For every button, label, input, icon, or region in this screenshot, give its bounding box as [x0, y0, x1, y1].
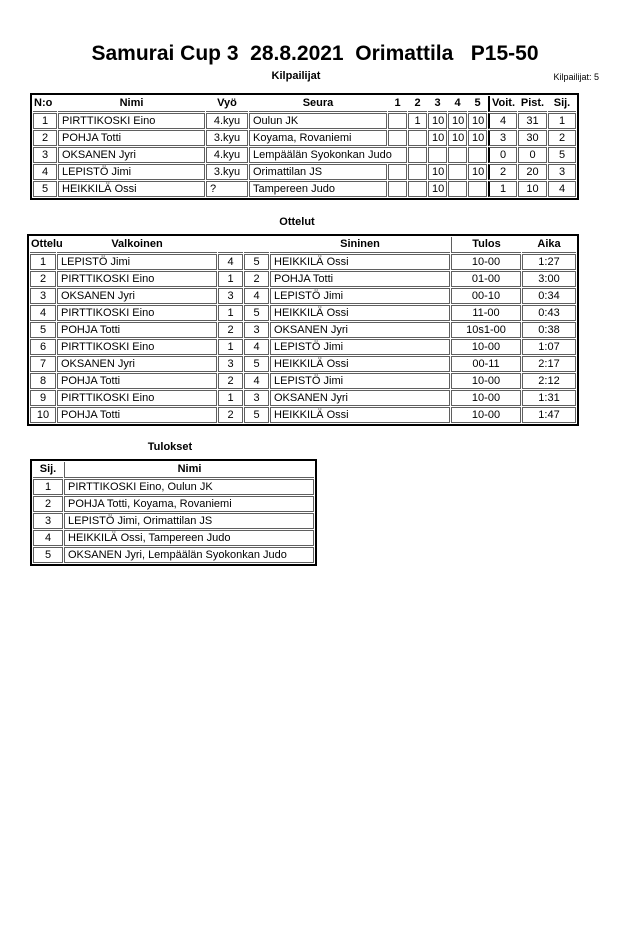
cell-match-no: 5 — [30, 322, 56, 338]
col-header-nimi: Nimi — [58, 96, 205, 112]
cell-match-no: 4 — [30, 305, 56, 321]
tulokset-table — [30, 459, 317, 566]
col-header-sij: Sij. — [548, 96, 576, 112]
cell-voit: 3 — [488, 130, 517, 146]
cell-match-no: 8 — [30, 373, 56, 389]
cell-blue-no: 4 — [244, 288, 269, 304]
cell-sij: 1 — [33, 479, 63, 495]
cell-no: 1 — [33, 113, 57, 129]
cell-white-no: 1 — [218, 339, 243, 355]
cell-nimi: OKSANEN Jyri, Lempäälän Syokonkan Judo — [64, 547, 314, 563]
cell-nimi: HEIKKILÄ Ossi, Tampereen Judo — [64, 530, 314, 546]
table-row — [30, 254, 576, 270]
col-header-voit: Voit. — [488, 96, 517, 112]
cell-white-name: LEPISTÖ Jimi — [57, 254, 217, 270]
cell-blue-name: LEPISTÖ Jimi — [270, 373, 450, 389]
cell-seura: Orimattilan JS — [249, 164, 387, 180]
cell-white-name: PIRTTIKOSKI Eino — [57, 339, 217, 355]
cell-sij: 2 — [33, 496, 63, 512]
cell-aika: 1:47 — [522, 407, 576, 423]
cell-blue-name: HEIKKILÄ Ossi — [270, 407, 450, 423]
cell-r5 — [468, 181, 487, 197]
cell-vyo: ? — [206, 181, 248, 197]
table-row — [33, 530, 314, 546]
cell-tulos: 00-11 — [451, 356, 521, 372]
cell-aika: 0:34 — [522, 288, 576, 304]
cell-white-name: POHJA Totti — [57, 373, 217, 389]
table-row — [30, 339, 576, 355]
cell-blue-no: 5 — [244, 407, 269, 423]
cell-white-no: 2 — [218, 407, 243, 423]
cell-nimi: PIRTTIKOSKI Eino, Oulun JK — [64, 479, 314, 495]
cell-blue-no: 3 — [244, 322, 269, 338]
cell-r2 — [408, 147, 427, 163]
cell-vyo: 3.kyu — [206, 164, 248, 180]
table-row — [33, 113, 576, 129]
ottelut-heading: Ottelut — [279, 216, 315, 228]
cell-tulos: 10-00 — [451, 390, 521, 406]
cell-match-no: 10 — [30, 407, 56, 423]
cell-white-name: POHJA Totti — [57, 322, 217, 338]
col-header-r4: 4 — [448, 96, 467, 112]
cell-r1 — [388, 164, 407, 180]
cell-r4 — [448, 147, 467, 163]
cell-sij: 5 — [548, 147, 576, 163]
cell-match-no: 3 — [30, 288, 56, 304]
cell-r4: 10 — [448, 130, 467, 146]
cell-white-no: 1 — [218, 390, 243, 406]
table-row — [30, 271, 576, 287]
cell-blue-name: POHJA Totti — [270, 271, 450, 287]
cell-aika: 0:43 — [522, 305, 576, 321]
cell-blue-name: HEIKKILÄ Ossi — [270, 305, 450, 321]
cell-r5: 10 — [468, 113, 487, 129]
table-row — [33, 164, 576, 180]
cell-pist: 31 — [518, 113, 547, 129]
cell-r3: 10 — [428, 181, 447, 197]
col-header-nimi: Nimi — [64, 462, 314, 478]
cell-no: 5 — [33, 181, 57, 197]
cell-sij: 1 — [548, 113, 576, 129]
competitors-subheader — [0, 70, 630, 84]
cell-tulos: 10-00 — [451, 373, 521, 389]
table-row — [33, 547, 314, 563]
cell-nimi: PIRTTIKOSKI Eino — [58, 113, 205, 129]
cell-r1 — [388, 113, 407, 129]
cell-aika: 3:00 — [522, 271, 576, 287]
col-header-pist: Pist. — [518, 96, 547, 112]
ottelut-section — [27, 216, 567, 426]
cell-match-no: 2 — [30, 271, 56, 287]
cell-white-no: 3 — [218, 356, 243, 372]
cell-seura: Oulun JK — [249, 113, 387, 129]
cell-r3 — [428, 147, 447, 163]
cell-r2 — [408, 181, 427, 197]
cell-r5 — [468, 147, 487, 163]
cell-r3: 10 — [428, 113, 447, 129]
table-row — [30, 373, 576, 389]
tulokset-section — [30, 441, 310, 566]
cell-tulos: 00-10 — [451, 288, 521, 304]
cell-r5: 10 — [468, 130, 487, 146]
cell-tulos: 10-00 — [451, 407, 521, 423]
cell-white-no: 2 — [218, 322, 243, 338]
kilpailijat-heading: Kilpailijat — [271, 70, 321, 82]
cell-r2 — [408, 164, 427, 180]
cell-r1 — [388, 130, 407, 146]
cell-seura: Koyama, Rovaniemi — [249, 130, 387, 146]
cell-white-name: PIRTTIKOSKI Eino — [57, 390, 217, 406]
cell-match-no: 6 — [30, 339, 56, 355]
cell-r4 — [448, 164, 467, 180]
cell-match-no: 9 — [30, 390, 56, 406]
cell-pist: 30 — [518, 130, 547, 146]
cell-nimi: LEPISTÖ Jimi, Orimattilan JS — [64, 513, 314, 529]
cell-r4 — [448, 181, 467, 197]
col-header-seura: Seura — [249, 96, 387, 112]
cell-seura: Lempäälän Syokonkan Judo — [249, 147, 407, 163]
cell-blue-no: 2 — [244, 271, 269, 287]
cell-vyo: 3.kyu — [206, 130, 248, 146]
col-header-sininen: Sininen — [270, 237, 450, 253]
cell-vyo: 4.kyu — [206, 147, 248, 163]
cell-sij: 5 — [33, 547, 63, 563]
cell-no: 4 — [33, 164, 57, 180]
table-row — [33, 479, 314, 495]
cell-vyo: 4.kyu — [206, 113, 248, 129]
cell-voit: 0 — [488, 147, 517, 163]
cell-sij: 2 — [548, 130, 576, 146]
cell-nimi: LEPISTÖ Jimi — [58, 164, 205, 180]
col-header-r2: 2 — [408, 96, 427, 112]
col-header-blue-no — [244, 237, 269, 253]
table-row — [33, 513, 314, 529]
cell-tulos: 11-00 — [451, 305, 521, 321]
kilpailijat-table — [30, 93, 579, 200]
cell-r4: 10 — [448, 113, 467, 129]
cell-blue-no: 3 — [244, 390, 269, 406]
cell-blue-name: LEPISTÖ Jimi — [270, 288, 450, 304]
cell-aika: 2:12 — [522, 373, 576, 389]
cell-match-no: 7 — [30, 356, 56, 372]
cell-sij: 4 — [548, 181, 576, 197]
table-row — [33, 147, 576, 163]
table-row — [30, 407, 576, 423]
cell-voit: 2 — [488, 164, 517, 180]
col-header-sij: Sij. — [33, 462, 63, 478]
cell-blue-no: 4 — [244, 373, 269, 389]
cell-pist: 20 — [518, 164, 547, 180]
col-header-ottelu: Ottelu — [30, 237, 56, 253]
cell-no: 2 — [33, 130, 57, 146]
cell-white-no: 1 — [218, 305, 243, 321]
cell-blue-name: OKSANEN Jyri — [270, 390, 450, 406]
cell-nimi: HEIKKILÄ Ossi — [58, 181, 205, 197]
cell-blue-no: 5 — [244, 305, 269, 321]
cell-white-name: PIRTTIKOSKI Eino — [57, 305, 217, 321]
cell-tulos: 10s1-00 — [451, 322, 521, 338]
cell-nimi: POHJA Totti — [58, 130, 205, 146]
col-header-vyo: Vyö — [206, 96, 248, 112]
ottelut-header-row — [30, 237, 576, 253]
cell-r3: 10 — [428, 130, 447, 146]
ottelut-table — [27, 234, 579, 426]
col-header-tulos: Tulos — [451, 237, 521, 253]
col-header-valkoinen: Valkoinen — [57, 237, 217, 253]
cell-r3: 10 — [428, 164, 447, 180]
table-row — [30, 390, 576, 406]
cell-sij: 4 — [33, 530, 63, 546]
cell-tulos: 10-00 — [451, 254, 521, 270]
cell-sij: 3 — [33, 513, 63, 529]
col-header-r1: 1 — [388, 96, 407, 112]
cell-r1 — [388, 181, 407, 197]
cell-nimi: POHJA Totti, Koyama, Rovaniemi — [64, 496, 314, 512]
kilpailijat-count: Kilpailijat: 5 — [553, 72, 599, 82]
cell-r2 — [408, 130, 427, 146]
cell-voit: 1 — [488, 181, 517, 197]
cell-r5: 10 — [468, 164, 487, 180]
table-row — [33, 496, 314, 512]
cell-nimi: OKSANEN Jyri — [58, 147, 205, 163]
cell-aika: 0:38 — [522, 322, 576, 338]
cell-blue-name: LEPISTÖ Jimi — [270, 339, 450, 355]
cell-aika: 1:07 — [522, 339, 576, 355]
cell-pist: 0 — [518, 147, 547, 163]
cell-sij: 3 — [548, 164, 576, 180]
cell-white-no: 4 — [218, 254, 243, 270]
cell-seura: Tampereen Judo — [249, 181, 387, 197]
cell-white-name: PIRTTIKOSKI Eino — [57, 271, 217, 287]
cell-white-name: OKSANEN Jyri — [57, 356, 217, 372]
cell-white-name: OKSANEN Jyri — [57, 288, 217, 304]
cell-aika: 1:27 — [522, 254, 576, 270]
cell-blue-name: HEIKKILÄ Ossi — [270, 356, 450, 372]
cell-blue-no: 5 — [244, 254, 269, 270]
table-row — [30, 288, 576, 304]
cell-voit: 4 — [488, 113, 517, 129]
col-header-aika: Aika — [522, 237, 576, 253]
page-title: Samurai Cup 3 28.8.2021 Orimattila P15-50 — [91, 42, 539, 65]
col-header-white-no — [218, 237, 243, 253]
cell-no: 3 — [33, 147, 57, 163]
cell-white-no: 3 — [218, 288, 243, 304]
cell-pist: 10 — [518, 181, 547, 197]
cell-aika: 1:31 — [522, 390, 576, 406]
kilpailijat-header-row — [33, 96, 576, 112]
cell-blue-no: 4 — [244, 339, 269, 355]
cell-tulos: 10-00 — [451, 339, 521, 355]
cell-white-no: 1 — [218, 271, 243, 287]
table-row — [30, 305, 576, 321]
tulokset-heading: Tulokset — [147, 441, 193, 453]
cell-tulos: 01-00 — [451, 271, 521, 287]
tulokset-header-row — [33, 462, 314, 478]
cell-aika: 2:17 — [522, 356, 576, 372]
cell-white-no: 2 — [218, 373, 243, 389]
cell-white-name: POHJA Totti — [57, 407, 217, 423]
cell-blue-name: OKSANEN Jyri — [270, 322, 450, 338]
table-row — [33, 130, 576, 146]
cell-r2: 1 — [408, 113, 427, 129]
cell-match-no: 1 — [30, 254, 56, 270]
col-header-r5: 5 — [468, 96, 487, 112]
cell-blue-no: 5 — [244, 356, 269, 372]
table-row — [30, 356, 576, 372]
table-row — [30, 322, 576, 338]
cell-blue-name: HEIKKILÄ Ossi — [270, 254, 450, 270]
table-row — [33, 181, 576, 197]
col-header-r3: 3 — [428, 96, 447, 112]
col-header-no: N:o — [33, 96, 57, 112]
results-page — [0, 42, 630, 566]
